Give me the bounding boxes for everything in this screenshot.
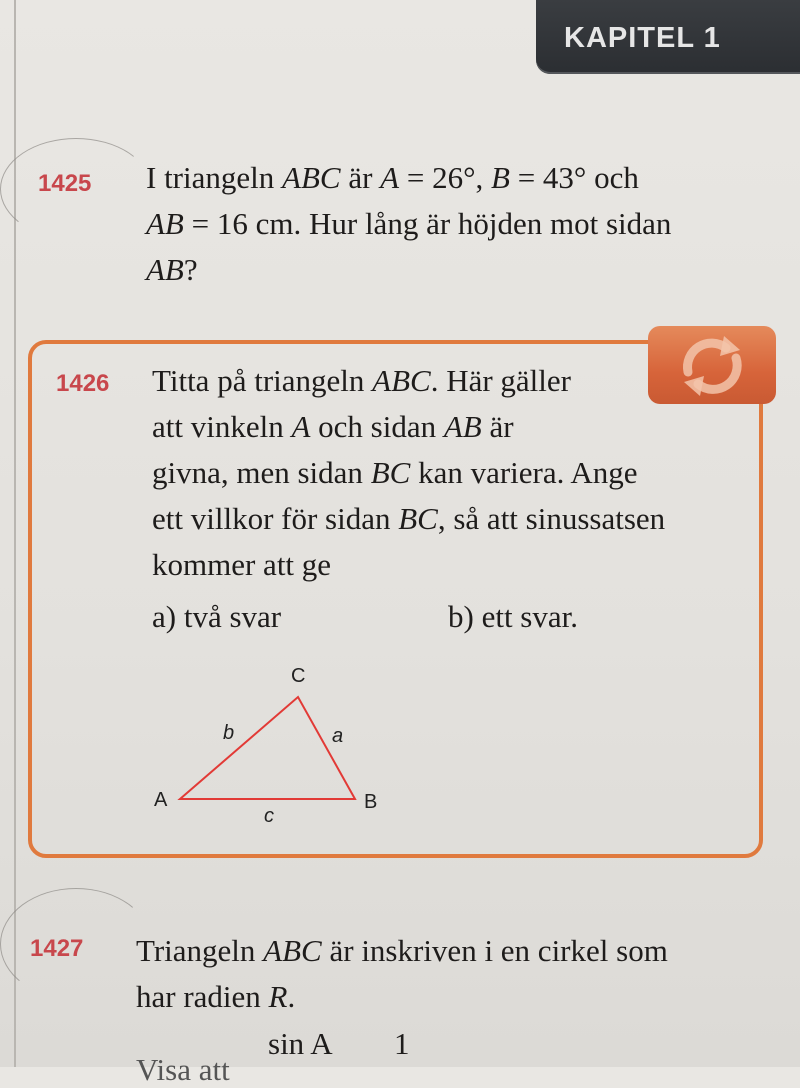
text-line: att vinkeln A och sidan AB är <box>152 409 514 444</box>
math-variable: BC <box>370 455 411 490</box>
text-line: Titta på triangeln ABC. Här gäller <box>152 363 571 398</box>
vertex-label-a: A <box>154 789 168 811</box>
option-a: a) två svar <box>152 599 282 634</box>
problem-number-1426: 1426 <box>56 370 110 397</box>
math-variable: A <box>291 409 311 444</box>
side-label-b: b <box>223 722 235 744</box>
chapter-tab <box>536 0 800 74</box>
fraction-numerator: sin A <box>268 1026 333 1061</box>
text-line: Triangeln ABC är inskriven i en cirkel som <box>136 933 668 968</box>
math-variable: B <box>491 160 510 195</box>
problem-text-1425 <box>146 155 671 293</box>
problem-number-1425: 1425 <box>38 170 92 197</box>
math-variable: BC <box>398 501 438 536</box>
math-variable: AB <box>443 409 482 444</box>
side-label-c: c <box>264 805 274 827</box>
math-variable: R <box>268 979 288 1014</box>
cut-text: Visa att <box>136 1052 230 1087</box>
text-line: har radien R. <box>136 979 296 1014</box>
repeat-badge <box>648 326 776 404</box>
fraction-rhs: 1 <box>394 1026 410 1061</box>
math-variable: AB <box>146 206 184 241</box>
math-variable: ABC <box>263 933 322 968</box>
text-line: kommer att ge <box>152 547 332 582</box>
side-label-a: a <box>332 725 344 747</box>
text-line: AB = 16 cm. Hur lång är höjden mot sidan <box>146 206 672 241</box>
problem-text-1427 <box>136 928 668 1020</box>
text-line: I triangeln ABC är A = 26°, B = 43° och <box>146 160 639 195</box>
refresh-icon <box>648 326 776 404</box>
option-b: b) ett svar. <box>448 599 578 634</box>
math-variable: AB <box>146 252 184 287</box>
text-line: ett villkor för sidan BC, så att sinussatsen <box>152 501 666 536</box>
vertex-label-b: B <box>364 791 378 813</box>
problem-text-1426 <box>152 358 665 588</box>
math-variable: ABC <box>372 363 431 398</box>
text-line: AB? <box>146 252 198 287</box>
problem-number-1427: 1427 <box>30 935 84 962</box>
text-line: givna, men sidan BC kan variera. Ange <box>152 455 638 490</box>
vertex-label-c: C <box>291 665 306 687</box>
math-variable: ABC <box>282 160 341 195</box>
math-variable: A <box>380 160 400 195</box>
chapter-label: KAPITEL 1 <box>564 22 721 54</box>
